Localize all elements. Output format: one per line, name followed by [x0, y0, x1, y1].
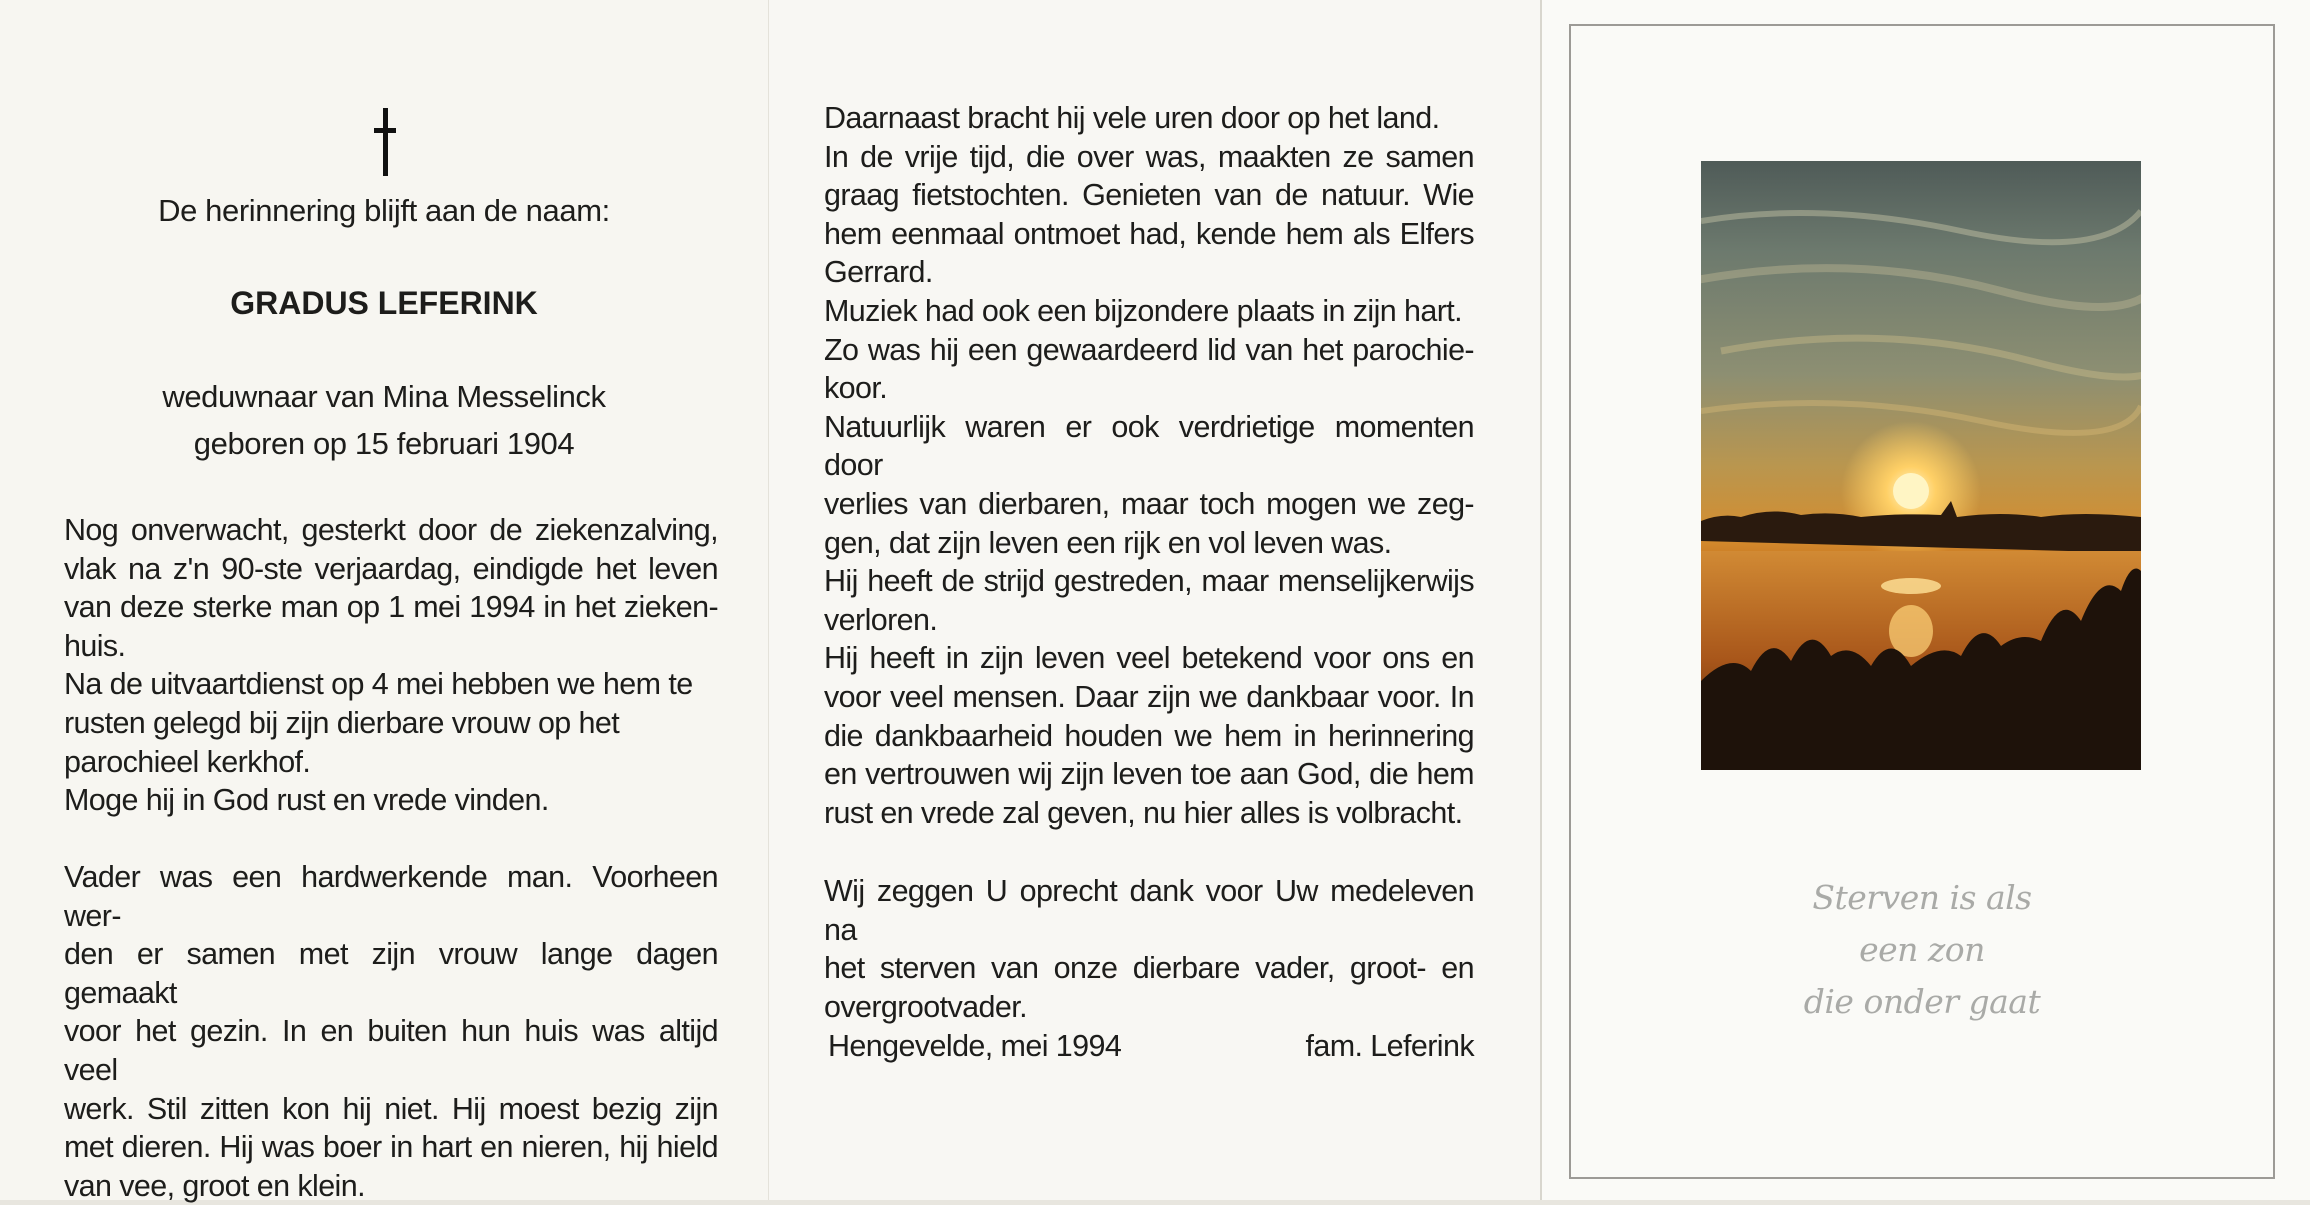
text-line: Daarnaast bracht hij vele uren door op het land. — [824, 101, 1440, 135]
text-line: verlies van dierbaren, maar toch mogen we zeg- — [824, 486, 1474, 521]
place-date: Hengevelde, mei 1994 — [828, 1029, 1122, 1063]
text-line: Hij heeft de strijd gestreden, maar menselijkerwijs — [824, 564, 1474, 599]
intro-line: De herinnering blijft aan de naam: — [158, 193, 610, 228]
text-line: werk. Stil zitten kon hij niet. Hij moest bezig zijn — [64, 1091, 718, 1126]
verse-line: Sterven is als — [1812, 878, 2032, 917]
verse-line: een zon — [1859, 930, 1985, 969]
text-line: voor veel mensen. Daar zijn we dankbaar voor. In — [824, 679, 1474, 714]
text-line: huis. — [64, 628, 126, 663]
text-line: overgrootvader. — [824, 989, 1027, 1024]
thanks-paragraph — [824, 872, 1474, 1026]
text-line: hem eenmaal ontmoet had, kende hem als Elfers — [824, 216, 1474, 251]
widower-line: weduwnaar van Mina Messelinck — [162, 379, 606, 414]
text-line: den er samen met zijn vrouw lange dagen gemaakt — [64, 937, 718, 1010]
text-line: Zo was hij een gewaardeerd lid van het parochie- — [824, 332, 1474, 367]
sunset-lake-photo — [1701, 161, 2141, 770]
text-line: Nog onverwacht, gesterkt door de ziekenzalving, — [64, 513, 718, 547]
text-line: rust en vrede zal geven, nu hier alles is volbracht. — [824, 795, 1463, 830]
text-line: Hij heeft in zijn leven veel betekend voor ons en — [824, 641, 1474, 676]
text-line: en vertrouwen wij zijn leven toe aan God, die hem — [824, 757, 1474, 792]
death-paragraph — [64, 511, 718, 820]
text-line: Vader was een hardwerkende man. Voorheen wer- — [64, 860, 718, 933]
text-line: vlak na z'n 90-ste verjaardag, eindigde het leven — [64, 551, 718, 586]
text-line: Na de uitvaartdienst op 4 mei hebben we hem te — [64, 667, 693, 702]
text-line: gen, dat zijn leven een rijk en vol leven was. — [824, 525, 1392, 560]
text-line: die dankbaarheid houden we hem in herinnering — [824, 718, 1474, 753]
text-line: rusten gelegd bij zijn dierbare vrouw op het — [64, 705, 620, 740]
text-line: In de vrije tijd, die over was, maakten ze samen — [824, 139, 1474, 174]
memories-paragraph — [824, 99, 1474, 832]
text-line: Wij zeggen U oprecht dank voor Uw medeleven na — [824, 874, 1474, 947]
verse-line: die onder gaat — [1803, 982, 2041, 1021]
text-line: van deze sterke man op 1 mei 1994 in het zieken- — [64, 590, 718, 625]
text-line: graag fietstochten. Genieten van de natuur. Wie — [824, 178, 1474, 213]
text-line: verloren. — [824, 602, 938, 637]
life-paragraph — [64, 858, 718, 1205]
cross-icon — [374, 108, 394, 176]
text-line: Gerrard. — [824, 255, 933, 290]
text-line: Moge hij in God rust en vrede vinden. — [64, 783, 549, 818]
text-line: Natuurlijk waren er ook verdrietige momenten door — [824, 409, 1474, 483]
text-line: voor het gezin. In en buiten hun huis was altijd veel — [64, 1014, 718, 1087]
text-line: met dieren. Hij was boer in hart en nieren, hij hield — [64, 1130, 718, 1165]
text-line: parochieel kerkhof. — [64, 744, 311, 779]
text-line: het sterven van onze dierbare vader, groot- en — [824, 951, 1474, 986]
family-signature: fam. Leferink — [1305, 1029, 1474, 1063]
birth-line: geboren op 15 februari 1904 — [193, 426, 575, 461]
text-line: koor. — [824, 371, 888, 406]
deceased-name: GRADUS LEFERINK — [230, 285, 538, 321]
text-line: Muziek had ook een bijzondere plaats in zijn hart. — [824, 293, 1463, 328]
text-line: van vee, groot en klein. — [64, 1168, 365, 1203]
